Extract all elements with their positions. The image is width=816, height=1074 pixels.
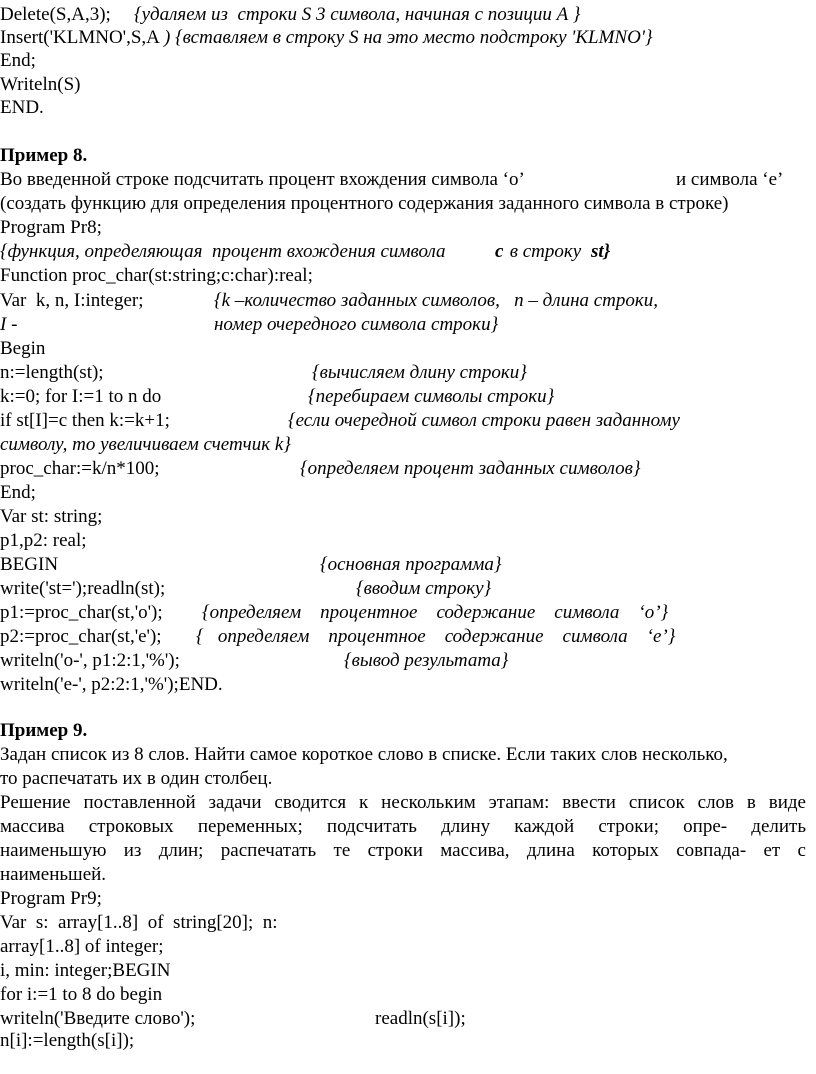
code: k:=0; for I:=1 to n do [0, 386, 162, 407]
code-line-writeln: Writeln(S) [0, 74, 81, 95]
writeln9-line [0, 1008, 466, 1030]
var9-line-1: Var s: array[1..8] of string[20]; n: [0, 912, 278, 933]
code: Delete(S,A,3); [0, 4, 111, 25]
code-b: readln(s[i]); [375, 1008, 466, 1029]
var-line-2 [0, 314, 499, 336]
end-line: End; [0, 482, 36, 503]
comment: {если очередной символ строки равен заданному [288, 410, 680, 431]
var-line [0, 290, 659, 312]
task9-line-5: наименьшую из длин; распечатать те строки массива, длина которых совпада- ет с [0, 840, 806, 861]
code-line-insert [0, 27, 653, 49]
for-line [0, 386, 555, 408]
comment: номер очередного символа строки} [214, 314, 499, 335]
code: I - [0, 314, 18, 335]
task-line-2: (создать функцию для определения процентного содержания заданного символа в строке) [0, 193, 729, 214]
program-line: Program Pr8; [0, 217, 102, 238]
length9-line: n[i]:=length(s[i]); [0, 1030, 135, 1051]
task9-line-6: наименьшей. [0, 864, 107, 885]
code: proc_char:=k/n*100; [0, 458, 160, 479]
task9-line-1: Задан список из 8 слов. Найти самое короткое слово в списке. Если таких слов несколько, [0, 744, 728, 765]
comment: {k –количество заданных символов, n – длина строки, [214, 290, 659, 311]
var9-line-3: i, min: integer;BEGIN [0, 960, 171, 981]
if-line [0, 410, 680, 432]
program9-line: Program Pr9; [0, 888, 102, 909]
code-line-end: End; [0, 50, 36, 71]
task-text-b: и символа ‘e’ [676, 169, 784, 190]
comment: { определяем процентное содержание символа ‘e’} [196, 626, 676, 647]
comment: {вывод результата} [344, 650, 509, 671]
code-a: writeln('Введите слово'); [0, 1008, 196, 1029]
writeln-o-line [0, 650, 509, 672]
p2-line [0, 626, 676, 648]
code: Var k, n, I:integer; [0, 290, 144, 311]
task9-line-4: массива строковых переменных; подсчитать длину каждой строки; опре- делить [0, 816, 806, 837]
comment: {перебираем символы строки} [308, 386, 555, 407]
write-line [0, 578, 492, 600]
length-line [0, 362, 527, 384]
code: p2:=proc_char(st,'e'); [0, 626, 162, 647]
comment: {вводим строку} [356, 578, 492, 599]
writeln-e-line: writeln('e-', p2:2:1,'%');END. [0, 674, 223, 695]
for9-line: for i:=1 to 8 do begin [0, 984, 163, 1005]
comment-function [0, 241, 611, 263]
code-line-delete [0, 4, 581, 26]
comment-d: st} [591, 241, 611, 262]
begin-line: Begin [0, 338, 46, 359]
example-8-heading: Пример 8. [0, 145, 88, 166]
comment: {удаляем из строки S 3 символа, начиная с позиции A } [134, 4, 581, 25]
task9-line-2: то распечатать их в один столбец. [0, 768, 273, 789]
example-9-heading: Пример 9. [0, 720, 88, 741]
comment: {основная программа} [320, 554, 502, 575]
var-p-line: p1,p2: real; [0, 530, 87, 551]
code: write('st=');readln(st); [0, 578, 166, 599]
proc-char-line [0, 458, 641, 480]
comment-c: в строку [505, 241, 586, 262]
code: Insert('KLMNO',S,A [0, 27, 160, 48]
comment-b: c [495, 241, 504, 262]
comment: {определяем процент заданных символов} [300, 458, 641, 479]
code: writeln('o-', p1:2:1,'%'); [0, 650, 180, 671]
code: p1:=proc_char(st,'o'); [0, 602, 163, 623]
task-line-1 [0, 169, 784, 191]
if-comment-cont: символу, то увеличиваем счетчик k} [0, 434, 291, 455]
comment: ) {вставляем в строку S на это место подстроку 'KLMNO'} [164, 27, 653, 48]
task-text-a: Во введенной строке подсчитать процент вхождения символа ‘o’ [0, 169, 525, 190]
code: BEGIN [0, 554, 59, 575]
code: if st[I]=c then k:=k+1; [0, 410, 170, 431]
task9-line-3: Решение поставленной задачи сводится к нескольким этапам: ввести список слов в виде [0, 792, 806, 813]
var-st-line: Var st: string; [0, 506, 103, 527]
code-line-end-dot: END. [0, 97, 44, 118]
comment: {вычисляем длину строки} [312, 362, 527, 383]
p1-line [0, 602, 669, 624]
function-line: Function proc_char(st:string;c:char):real; [0, 265, 313, 286]
var9-line-2: array[1..8] of integer; [0, 936, 164, 957]
comment: {определяем процентное содержание символа ‘o’} [202, 602, 669, 623]
comment-a: {функция, определяющая процент вхождения символа [0, 241, 456, 262]
code: n:=length(st); [0, 362, 104, 383]
main-begin-line [0, 554, 502, 576]
